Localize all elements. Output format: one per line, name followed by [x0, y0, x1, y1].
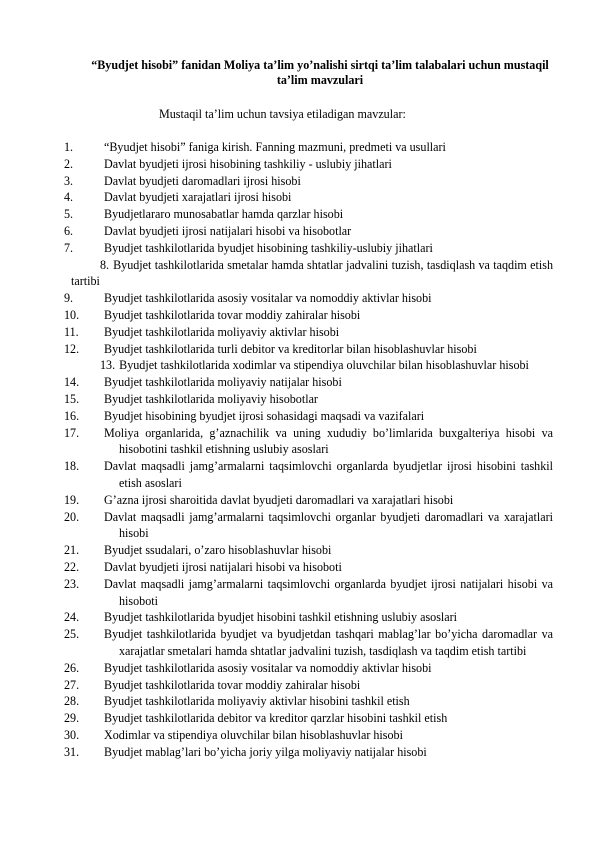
list-item: 9. Byudjet tashkilotlarida asosiy vositalar va nomoddiy aktivlar hisobi	[64, 291, 432, 306]
list-item-text: Byudjet tashkilotlarida byudjet hisobini tashkil etishning uslubiy asoslari	[104, 610, 458, 625]
list-item-text: “Byudjet hisobi” faniga kirish. Fanning mazmuni, predmeti va usullari	[104, 140, 446, 154]
list-item-text: Byudjetlararo munosabatlar hamda qarzlar hisobi	[104, 207, 344, 222]
list-item: 10. Byudjet tashkilotlarida tovar moddiy zahiralar hisobi	[64, 307, 361, 322]
list-item-text: Byudjet hisobining byudjet ijrosi sohasidagi maqsadi va vazifalari	[104, 408, 425, 423]
list-item: 21. Byudjet ssudalari, o’zaro hisoblashuvlar hisobi	[64, 543, 332, 558]
list-item-text: Byudjet tashkilotlarida byudjet hisobining tashkiliy-uslubiy jihatlari	[104, 240, 433, 255]
list-item-text: Byudjet tashkilotlarida tovar moddiy zahiralar hisobi	[104, 677, 361, 692]
list-item: 2. Davlat byudjeti ijrosi hisobining tashkiliy - uslubiy jihatlari	[64, 156, 392, 171]
list-item-text: Byudjet ssudalari, o’zaro hisoblashuvlar hisobi	[104, 543, 332, 558]
list-item	[71, 257, 553, 291]
list-item: 4. Davlat byudjeti xarajatlari ijrosi hisobi	[64, 190, 292, 205]
list-item: 29. Byudjet tashkilotlarida debitor va kreditor qarzlar hisobini tashkil etish	[64, 711, 448, 726]
list-item: 11. Byudjet tashkilotlarida moliyaviy aktivlar hisobi	[64, 324, 340, 339]
list-item: 28. Byudjet tashkilotlarida moliyaviy aktivlar hisobini tashkil etish	[64, 694, 410, 709]
list-item-text: Byudjet tashkilotlarida xodimlar va stipendiya oluvchilar bilan hisoblashuvlar hisobi	[119, 358, 529, 373]
list-item: 23. Davlat maqsadli jamg’armalarni taqsimlovchi organlarda byudjet ijrosi natijalari hisobi va hisoboti	[64, 576, 553, 608]
list-item-text: Byudjet tashkilotlarida tovar moddiy zahiralar hisobi	[104, 307, 361, 322]
list-item-text: Byudjet tashkilotlarida moliyaviy natijalar hisobi	[104, 375, 342, 390]
list-item: 14. Byudjet tashkilotlarida moliyaviy natijalar hisobi	[64, 375, 342, 390]
list-item-text: Byudjet tashkilotlarida moliyaviy aktivlar hisobini tashkil etish	[104, 694, 410, 709]
list-item-text: Davlat byudjeti xarajatlari ijrosi hisobi	[104, 190, 292, 205]
list-item: 25. Byudjet tashkilotlarida byudjet va byudjetdan tashqari mablag’lar bo’yicha daromadlar va xarajatlar smetalari hamda shtatlar jadvalini tuzish, tasdiqlash va taqdim etish tartibi	[64, 627, 553, 658]
list-item: 15. Byudjet tashkilotlarida moliyaviy hisobotlar	[64, 391, 318, 406]
list-item-text: Davlat maqsadli jamg’armalarni taqsimlovchi organlarda byudjet ijrosi natijalari hisobi va hisoboti	[104, 576, 553, 608]
list-item-text: Byudjet tashkilotlarida turli debitor va kreditorlar bilan hisoblashuvlar hisobi	[104, 341, 477, 356]
list-item: 3. Davlat byudjeti daromadlari ijrosi hisobi	[64, 173, 301, 188]
list-item: 18. Davlat maqsadli jamg’armalarni taqsimlovchi organlarda byudjetlar ijrosi hisobini tashkil etish asoslari	[64, 459, 553, 490]
page-subtitle: Mustaqil ta’lim uchun tavsiya etiladigan mavzular:	[159, 107, 406, 121]
list-item-text: Davlat byudjeti daromadlari ijrosi hisobi	[104, 173, 301, 188]
list-item-text: Davlat maqsadli jamg’armalarni taqsimlovchi organlarda byudjetlar ijrosi hisobini tashkil etish asoslari	[104, 459, 553, 490]
list-item-text: G’azna ijrosi sharoitida davlat byudjeti daromadlari va xarajatlari hisobi	[104, 492, 454, 507]
list-item-text: Davlat byudjeti ijrosi natijalari hisobi va hisoboti	[104, 559, 342, 574]
list-item: 19. G’azna ijrosi sharoitida davlat byudjeti daromadlari va xarajatlari hisobi	[64, 492, 454, 507]
list-item-text: Davlat byudjeti ijrosi natijalari hisobi va hisobotlar	[104, 223, 352, 238]
list-item: 16. Byudjet hisobining byudjet ijrosi sohasidagi maqsadi va vazifalari	[64, 408, 425, 423]
list-item: 17. Moliya organlarida, g’aznachilik va uning xududiy bo’limlarida buxgalteriya hisobi va hisobotini tashkil etishning uslubiy asoslari	[64, 425, 553, 457]
list-item-text: Davlat maqsadli jamg’armalarni taqsimlovchi organlar byudjeti daromadlari va xarajatlari hisobi	[104, 509, 553, 541]
list-item-text: Byudjet tashkilotlarida asosiy vositalar va nomoddiy aktivlar hisobi	[104, 291, 432, 306]
list-item: 30. Xodimlar va stipendiya oluvchilar bilan hisoblashuvlar hisobi	[64, 727, 403, 742]
list-item: 7. Byudjet tashkilotlarida byudjet hisobining tashkiliy-uslubiy jihatlari	[64, 240, 433, 255]
list-item-text: Byudjet tashkilotlarida smetalar hamda shtatlar jadvalini tuzish, tasdiqlash va taqdim etish tartibi	[71, 257, 553, 289]
list-item: 12. Byudjet tashkilotlarida turli debitor va kreditorlar bilan hisoblashuvlar hisobi	[64, 341, 477, 356]
list-item-text: Byudjet tashkilotlarida moliyaviy aktivlar hisobi	[104, 324, 340, 339]
list-item-number: 8.	[100, 257, 110, 272]
list-item-text: Byudjet mablag’lari bo’yicha joriy yilga moliyaviy natijalar hisobi	[104, 744, 427, 759]
list-item-number: 13.	[100, 358, 116, 373]
list-item	[71, 357, 553, 374]
list-item: 22. Davlat byudjeti ijrosi natijalari hisobi va hisoboti	[64, 559, 342, 574]
list-item: 24. Byudjet tashkilotlarida byudjet hisobini tashkil etishning uslubiy asoslari	[64, 610, 458, 625]
list-item: 20. Davlat maqsadli jamg’armalarni taqsimlovchi organlar byudjeti daromadlari va xarajatlari hisobi	[64, 509, 553, 541]
page-title: “Byudjet hisobi” fanidan Moliya ta’lim yo’nalishi sirtqi ta’lim talabalari uchun mustaqil ta’lim mavzulari	[91, 58, 549, 88]
list-item-text: Byudjet tashkilotlarida asosiy vositalar va nomoddiy aktivlar hisobi	[104, 660, 432, 675]
list-item: 27. Byudjet tashkilotlarida tovar moddiy zahiralar hisobi	[64, 677, 361, 692]
list-item: 1. “Byudjet hisobi” faniga kirish. Fanning mazmuni, predmeti va usullari	[64, 140, 446, 154]
list-item-text: Davlat byudjeti ijrosi hisobining tashkiliy - uslubiy jihatlari	[104, 156, 392, 171]
list-item: 5. Byudjetlararo munosabatlar hamda qarzlar hisobi	[64, 207, 344, 222]
list-item: 31. Byudjet mablag’lari bo’yicha joriy yilga moliyaviy natijalar hisobi	[64, 744, 427, 759]
list-item: 26. Byudjet tashkilotlarida asosiy vositalar va nomoddiy aktivlar hisobi	[64, 660, 432, 675]
list-item-text: Byudjet tashkilotlarida debitor va kreditor qarzlar hisobini tashkil etish	[104, 711, 448, 726]
list-item-text: Moliya organlarida, g’aznachilik va uning xududiy bo’limlarida buxgalteriya hisobi va hisobotini tashkil etishning uslubiy asoslari	[104, 425, 553, 457]
list-item-text: Xodimlar va stipendiya oluvchilar bilan hisoblashuvlar hisobi	[104, 727, 403, 742]
topic-list	[64, 139, 553, 760]
list-item: 6. Davlat byudjeti ijrosi natijalari hisobi va hisobotlar	[64, 223, 352, 238]
list-item-text: Byudjet tashkilotlarida moliyaviy hisobotlar	[104, 391, 318, 406]
list-item-text: Byudjet tashkilotlarida byudjet va byudjetdan tashqari mablag’lar bo’yicha daromadlar va xarajatlar smetalari hamda shtatlar jadvalini tuzish, tasdiqlash va taqdim etish tartibi	[104, 627, 553, 658]
